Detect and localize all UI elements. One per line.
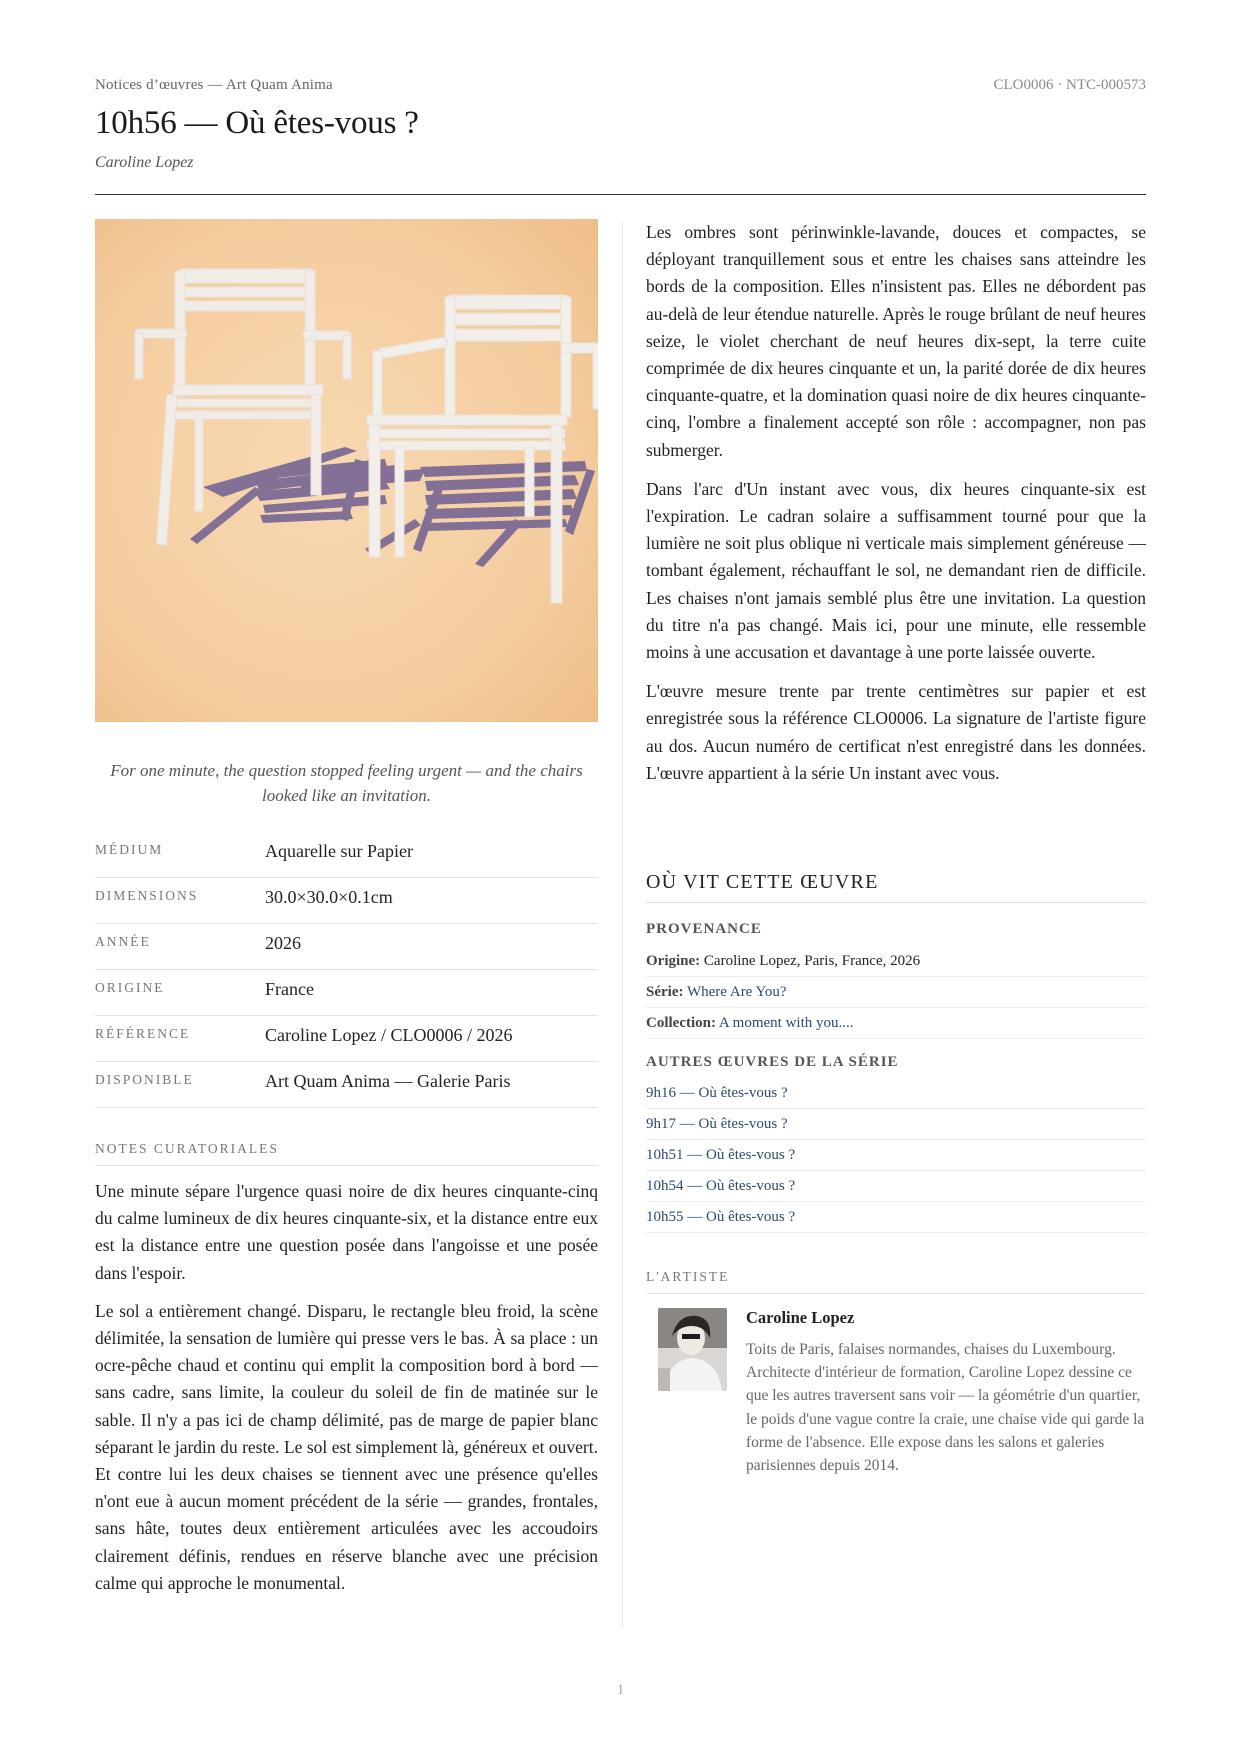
provenance-list xyxy=(646,946,1146,1039)
series-work-link[interactable]: 10h55 — Où êtes-vous ? xyxy=(646,1202,1146,1233)
curatorial-notes xyxy=(95,1178,598,1608)
spec-label: ORIGINE xyxy=(95,980,165,995)
spec-label: RÉFÉRENCE xyxy=(95,1026,191,1041)
provenance-series xyxy=(646,977,1146,1008)
provenance-label: PROVENANCE xyxy=(646,921,762,937)
spec-row-available xyxy=(95,1062,598,1108)
collection-key: Collection: xyxy=(646,1015,716,1031)
curatorial-notes-label: NOTES CURATORIALES xyxy=(95,1141,598,1166)
reference-line: CLO0006 · NTC-000573 xyxy=(993,77,1146,93)
series-works-label: AUTRES ŒUVRES DE LA SÉRIE xyxy=(646,1054,899,1070)
artwork-description xyxy=(646,219,1146,799)
spec-table xyxy=(95,832,598,1108)
series-works-list xyxy=(646,1078,1146,1233)
description-paragraph: Les ombres sont périnwinkle-lavande, douces et compactes, se déployant tranquillement sous et entre les chaises sans atteindre les bords de la composition. Elles n'insistent pas. Elles ne débordent pas au-delà de leur étendue naturelle. Après le rouge brûlant de neuf heures seize, le violet cherchant de neuf heures dix-sept, la terre cuite comprimée de dix heures cinquante et un, la parité dorée de dix heures cinquante-quatre, et la domination quasi noire de dix heures cinquante-cinq, l'ombre a finalement accepté son rôle : accompagner, non pas submerger. xyxy=(646,222,1146,460)
series-work-link[interactable]: 10h51 — Où êtes-vous ? xyxy=(646,1140,1146,1171)
provenance-origin xyxy=(646,946,1146,977)
spec-row-year xyxy=(95,924,598,970)
description-paragraph: Dans l'arc d'Un instant avec vous, dix heures cinquante-six est l'expiration. Le cadran solaire a suffisamment tourné pour que la lumière ne soit plus oblique ni verticale mais simplement généreuse — tombant également, réchauffant le sol, ne demandant rien de difficile. Les chaises n'ont jamais semblé plus être une invitation. La question du titre n'a pas changé. Mais ici, pour une minute, elle ressemble moins à une accusation et davantage à une porte laissée ouverte. xyxy=(646,478,1146,663)
spec-label: ANNÉE xyxy=(95,934,151,949)
spec-row-origin xyxy=(95,970,598,1016)
spec-value: France xyxy=(265,979,314,999)
spec-value: Aquarelle sur Papier xyxy=(265,841,413,861)
collection-link[interactable]: A moment with you.... xyxy=(718,1015,854,1031)
provenance-collection xyxy=(646,1008,1146,1039)
spec-value: Art Quam Anima — Galerie Paris xyxy=(265,1071,511,1091)
series-work-link[interactable]: 10h54 — Où êtes-vous ? xyxy=(646,1171,1146,1202)
series-link[interactable]: Where Are You? xyxy=(686,984,787,1000)
spec-row-medium xyxy=(95,832,598,878)
series-work-link[interactable]: 9h17 — Où êtes-vous ? xyxy=(646,1109,1146,1140)
page-number: 1 xyxy=(616,1682,625,1698)
artist-name: Caroline Lopez xyxy=(746,1308,855,1327)
series-key: Série: xyxy=(646,984,684,1000)
where-heading: OÙ VIT CETTE ŒUVRE xyxy=(646,871,1146,903)
collection-line: Notices d’œuvres — Art Quam Anima xyxy=(95,77,333,93)
spec-label: MÉDIUM xyxy=(95,842,164,857)
spec-value: 2026 xyxy=(265,933,301,953)
spec-row-reference xyxy=(95,1016,598,1062)
artwork-caption: For one minute, the question stopped feeling urgent — and the chairs looked like an invitation. xyxy=(110,761,583,805)
artist-subtitle: Caroline Lopez xyxy=(95,154,194,171)
notice-page xyxy=(95,0,1146,1754)
origin-key: Origine: xyxy=(646,953,701,969)
series-work-link[interactable]: 9h16 — Où êtes-vous ? xyxy=(646,1078,1146,1109)
curatorial-paragraph: Une minute sépare l'urgence quasi noire de dix heures cinquante-cinq du calme lumineux de dix heures cinquante-six, et la distance entre eux est la distance entre une question posée dans l'angoisse et une posée dans l'espoir. xyxy=(95,1181,598,1283)
spec-label: DIMENSIONS xyxy=(95,888,199,903)
column-divider xyxy=(622,222,623,1627)
spec-label: DISPONIBLE xyxy=(95,1072,194,1087)
header-divider xyxy=(95,194,1146,195)
spec-value: Caroline Lopez / CLO0006 / 2026 xyxy=(265,1025,513,1045)
artwork-image xyxy=(95,219,598,722)
curatorial-paragraph: Le sol a entièrement changé. Disparu, le rectangle bleu froid, la scène délimitée, la sensation de lumière qui presse vers le bas. À sa place : un ocre-pêche chaud et continu qui emplit la composition bord à bord — sans cadre, sans limite, la couleur du soleil de fin de matinée sur le sable. Il n'y a pas ici de champ délimité, pas de marge de papier blanc séparant le jardin du reste. Le sol est simplement là, généreux et ouvert. Et contre lui les deux chaises se tiennent avec une présence qu'elles n'ont eue à aucun moment précédent de la série — grandes, frontales, sans hâte, toutes deux entièrement articulées avec les accoudoirs clairement définis, rendues en réserve blanche avec une précision calme qui approche le monumental. xyxy=(95,1300,598,1593)
origin-value: Caroline Lopez, Paris, France, 2026 xyxy=(703,953,921,969)
spec-value: 30.0×30.0×0.1cm xyxy=(265,887,393,907)
spec-row-dimensions xyxy=(95,878,598,924)
avatar xyxy=(658,1308,727,1391)
artist-section-label: L'ARTISTE xyxy=(646,1269,1146,1294)
description-paragraph: L'œuvre mesure trente par trente centimètres sur papier et est enregistrée sous la référence CLO0006. La signature de l'artiste figure au dos. Aucun numéro de certificat n'est enregistré dans les données. L'œuvre appartient à la série Un instant avec vous. xyxy=(646,681,1146,783)
page-title: 10h56 — Où êtes-vous ? xyxy=(95,105,419,141)
artist-bio: Toits de Paris, falaises normandes, chaises du Luxembourg. Architecte d'intérieur de formation, Caroline Lopez dessine ce que les autres traversent sans voir — la géométrie d'un quartier, le poids d'une vague contre la craie, une chaise vide qui garde la forme de l'absence. Elle expose dans les salons et galeries parisiennes depuis 2014. xyxy=(746,1341,1145,1475)
top-line xyxy=(95,77,1146,97)
